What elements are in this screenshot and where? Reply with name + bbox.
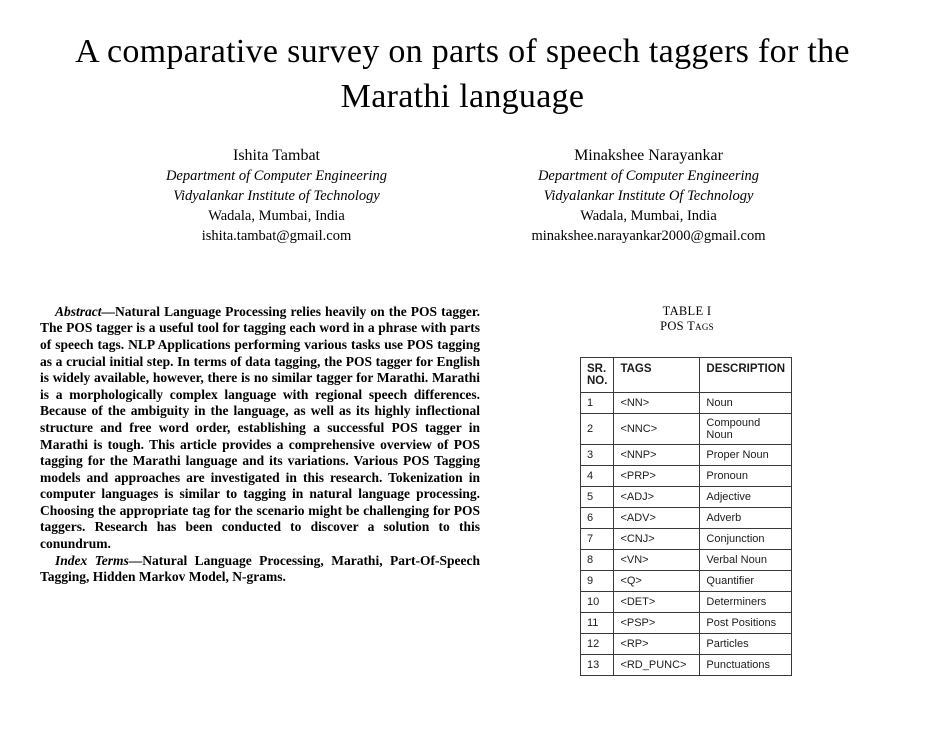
cell-description: Punctuations <box>700 654 792 675</box>
cell-srno: 6 <box>581 507 614 528</box>
cell-description: Adverb <box>700 507 792 528</box>
cell-srno: 4 <box>581 465 614 486</box>
cell-description: Quantifier <box>700 570 792 591</box>
table-header-srno: SR. NO. <box>581 357 614 392</box>
table-row <box>581 444 792 465</box>
table-row <box>581 486 792 507</box>
cell-description: Adjective <box>700 486 792 507</box>
cell-tag: <CNJ> <box>614 528 700 549</box>
paper-page <box>0 30 925 731</box>
table-header-tags: TAGS <box>614 357 700 392</box>
table-row <box>581 633 792 654</box>
cell-description: Proper Noun <box>700 444 792 465</box>
table-row <box>581 549 792 570</box>
author-email: ishita.tambat@gmail.com <box>201 227 352 244</box>
abstract-paragraph <box>40 304 480 553</box>
cell-description: Post Positions <box>700 612 792 633</box>
table-row <box>581 570 792 591</box>
cell-description: Particles <box>700 633 792 654</box>
cell-srno: 3 <box>581 444 614 465</box>
cell-srno: 2 <box>581 413 614 444</box>
author-block-2 <box>481 146 817 246</box>
cell-srno: 1 <box>581 392 614 413</box>
cell-description: Pronoun <box>700 465 792 486</box>
table-row <box>581 413 792 444</box>
table-row <box>581 392 792 413</box>
cell-description: Verbal Noun <box>700 549 792 570</box>
table-row <box>581 591 792 612</box>
cell-srno: 12 <box>581 633 614 654</box>
table-header-row <box>581 357 792 392</box>
author-institute: Vidyalankar Institute of Technology <box>173 187 380 204</box>
cell-description: Compound Noun <box>700 413 792 444</box>
author-blocks <box>0 146 925 246</box>
table-caption <box>580 304 794 334</box>
abstract-text: Natural Language Processing relies heavily on the POS tagger. The POS tagger is a useful tool for tagging each word in a phrase with parts of speech tags. NLP Applications performing various tasks use POS tagging as a crucial initial step. In terms of data tagging, the POS tagger for English is widely available, however, there is no similar tagger for Marathi. Marathi is a morphologically complex language with regional speech differences. Because of the ambiguity in the language, as well as its highly inflectional structure and free word order, establishing a successful POS tagger in Marathi is tough. This article provides a comprehensive overview of POS tagging for the Marathi language and its variations. Various POS Tagging models and approaches are investigated in this research. Tokenization in computer languages is similar to tagging in natural language processing. Choosing the appropriate tag for the scenario might be challenging for POS taggers. Research has been conducted to discover a solution to this conundrum. <box>40 303 480 552</box>
paper-title: A comparative survey on parts of speech taggers for the Marathi language <box>75 33 850 115</box>
author-name: Minakshee Narayankar <box>574 146 723 164</box>
left-column <box>40 304 480 586</box>
author-city: Wadala, Mumbai, India <box>580 207 717 224</box>
cell-tag: <PSP> <box>614 612 700 633</box>
table-row <box>581 654 792 675</box>
right-column <box>580 304 794 676</box>
cell-description: Noun <box>700 392 792 413</box>
table-caption-number: TABLE I <box>662 303 712 318</box>
author-institute: Vidyalankar Institute Of Technology <box>543 187 754 204</box>
cell-srno: 8 <box>581 549 614 570</box>
cell-description: Determiners <box>700 591 792 612</box>
cell-tag: <DET> <box>614 591 700 612</box>
cell-tag: <RP> <box>614 633 700 654</box>
abstract-label: Abstract— <box>55 303 116 319</box>
index-terms-text: Natural Language Processing, Marathi, Part-Of-Speech Tagging, Hidden Markov Model, N-grams. <box>40 552 480 585</box>
cell-tag: <ADV> <box>614 507 700 528</box>
author-department: Department of Computer Engineering <box>165 167 388 184</box>
cell-tag: <NN> <box>614 392 700 413</box>
cell-tag: <VN> <box>614 549 700 570</box>
cell-tag: <NNC> <box>614 413 700 444</box>
cell-srno: 7 <box>581 528 614 549</box>
cell-tag: <Q> <box>614 570 700 591</box>
table-caption-title: POS Tags <box>660 318 714 333</box>
cell-srno: 11 <box>581 612 614 633</box>
body-columns <box>40 304 925 676</box>
table-row <box>581 507 792 528</box>
cell-srno: 5 <box>581 486 614 507</box>
cell-srno: 10 <box>581 591 614 612</box>
index-terms-label: Index Terms— <box>55 552 143 568</box>
table-row <box>581 465 792 486</box>
table-row <box>581 612 792 633</box>
table-row <box>581 528 792 549</box>
author-block-1 <box>109 146 445 246</box>
cell-tag: <NNP> <box>614 444 700 465</box>
author-department: Department of Computer Engineering <box>537 167 760 184</box>
cell-srno: 9 <box>581 570 614 591</box>
cell-description: Conjunction <box>700 528 792 549</box>
author-city: Wadala, Mumbai, India <box>208 207 345 224</box>
pos-tags-table <box>580 357 792 676</box>
cell-tag: <ADJ> <box>614 486 700 507</box>
author-email: minakshee.narayankar2000@gmail.com <box>531 227 766 244</box>
index-terms-paragraph <box>40 553 480 586</box>
cell-tag: <PRP> <box>614 465 700 486</box>
cell-srno: 13 <box>581 654 614 675</box>
cell-tag: <RD_PUNC> <box>614 654 700 675</box>
author-name: Ishita Tambat <box>232 146 320 164</box>
table-header-description: DESCRIPTION <box>700 357 792 392</box>
